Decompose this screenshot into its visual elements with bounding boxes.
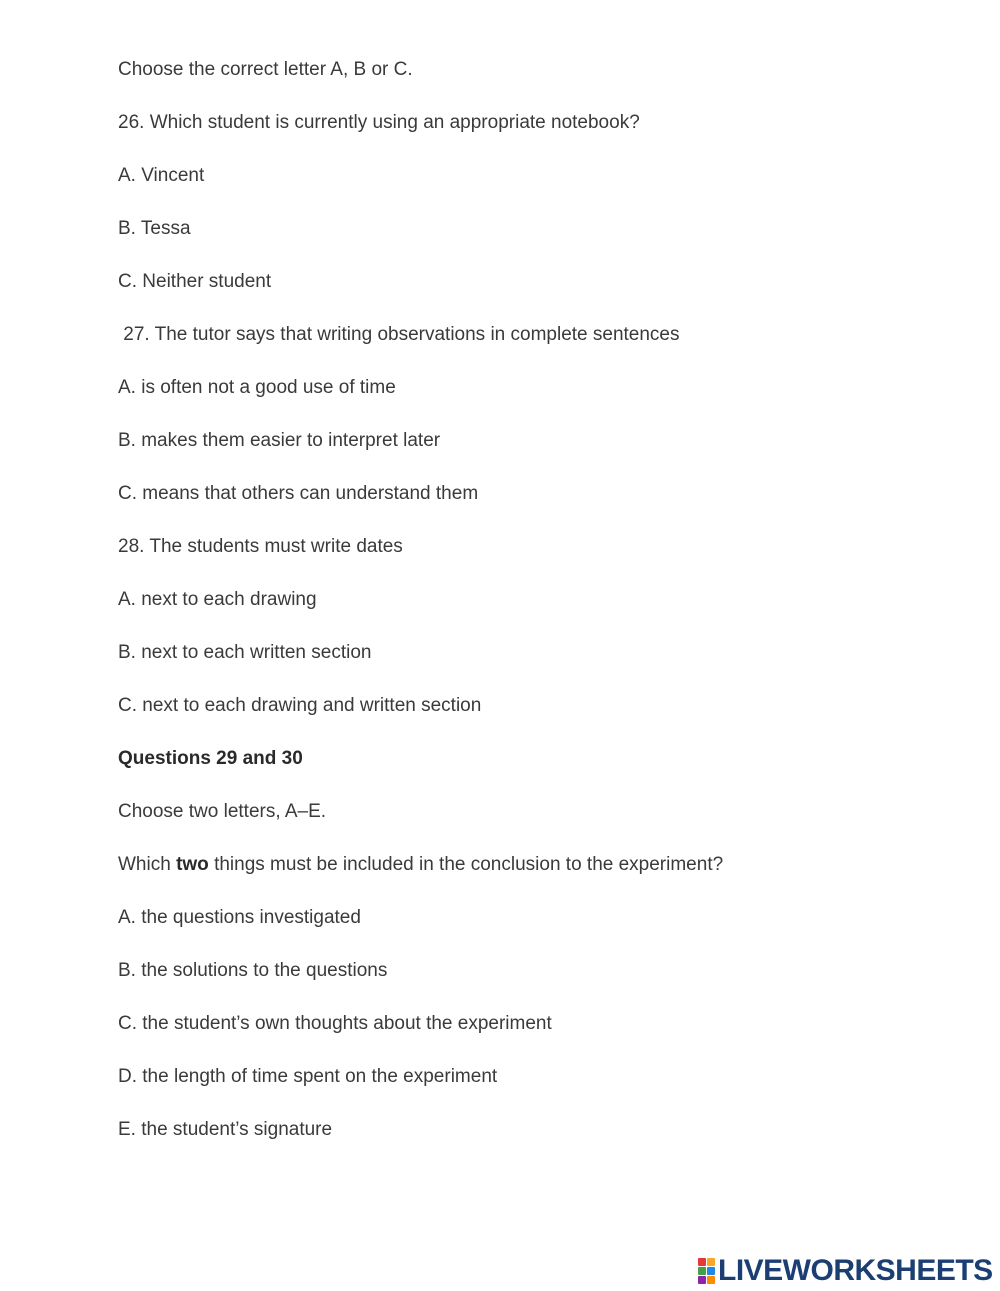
question-28-option-b: B. next to each written section	[118, 642, 372, 663]
question-29-30-option-c: C. the student’s own thoughts about the experiment	[118, 1013, 552, 1034]
section-heading: Questions 29 and 30	[118, 748, 303, 769]
question-29-30-option-a: A. the questions investigated	[118, 907, 361, 928]
question-28-option-a: A. next to each drawing	[118, 589, 317, 610]
question-27: 27. The tutor says that writing observations in complete sentences	[118, 324, 680, 345]
question-26-option-a: A. Vincent	[118, 165, 205, 186]
logo-mark-cell	[707, 1258, 715, 1266]
question-29-30-option-b: B. the solutions to the questions	[118, 960, 388, 981]
question-29-30-option-e: E. the student’s signature	[118, 1119, 333, 1140]
question-29-30-suffix: things must be included in the conclusion to the experiment?	[208, 854, 724, 875]
question-27-option-b: B. makes them easier to interpret later	[118, 430, 441, 451]
question-26: 26. Which student is currently using an appropriate notebook?	[118, 112, 640, 133]
logo-mark-cell	[707, 1267, 715, 1275]
question-26-option-b: B. Tessa	[118, 218, 191, 239]
question-27-option-c: C. means that others can understand them	[118, 483, 479, 504]
logo-mark-icon	[698, 1258, 715, 1284]
instruction-text-2: Choose two letters, A–E.	[118, 801, 327, 822]
logo-mark-cell	[698, 1258, 706, 1266]
question-29-30-prefix: Which	[118, 854, 177, 875]
question-26-option-c: C. Neither student	[118, 271, 272, 292]
question-29-30-option-d: D. the length of time spent on the experiment	[118, 1066, 498, 1087]
logo-text: LIVEWORKSHEETS	[718, 1254, 993, 1287]
logo-mark-cell	[698, 1276, 706, 1284]
question-28: 28. The students must write dates	[118, 536, 403, 557]
logo-mark-cell	[698, 1267, 706, 1275]
liveworksheets-logo[interactable]	[698, 1256, 993, 1286]
question-29-30-emphasis: two	[176, 854, 209, 875]
question-27-option-a: A. is often not a good use of time	[118, 377, 396, 398]
question-29-30	[118, 853, 723, 877]
instruction-text: Choose the correct letter A, B or C.	[118, 59, 413, 80]
logo-mark-cell	[707, 1276, 715, 1284]
question-28-option-c: C. next to each drawing and written section	[118, 695, 482, 716]
